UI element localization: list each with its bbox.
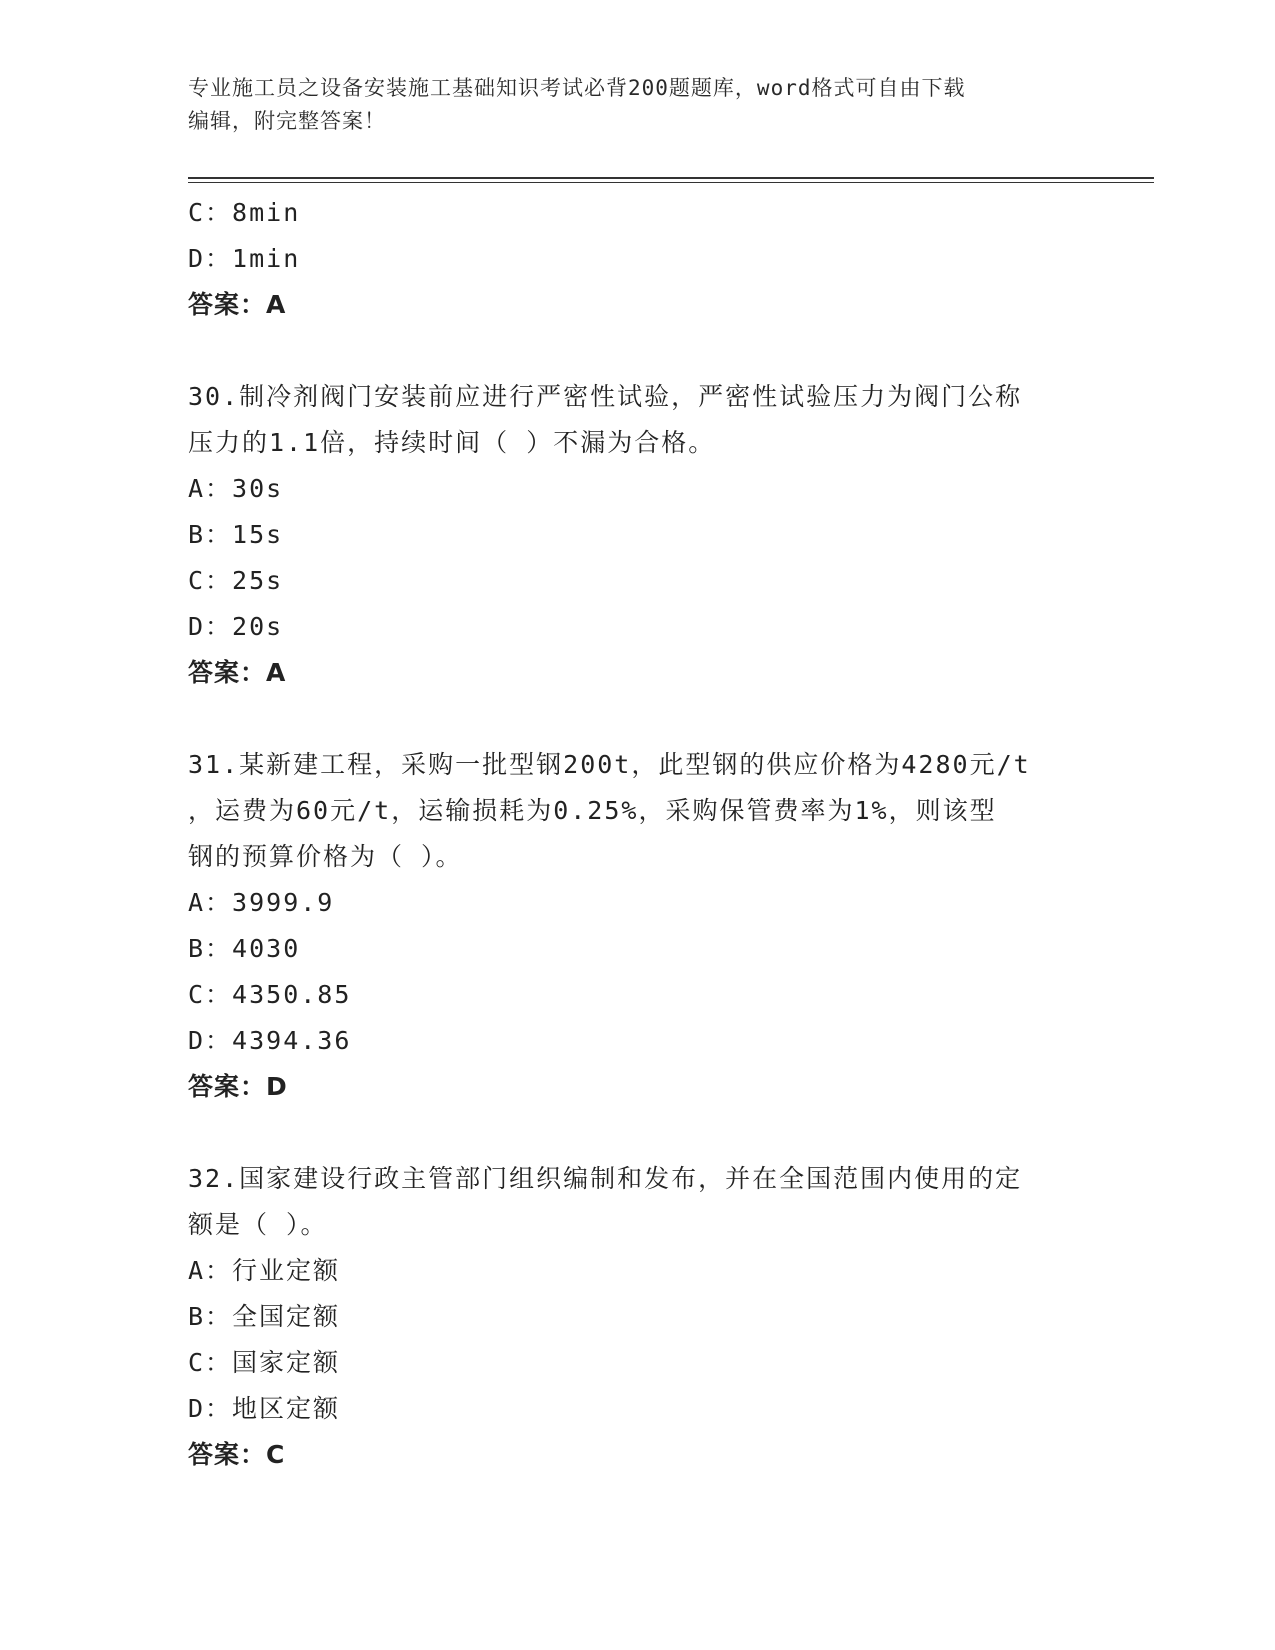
option-d: D：地区定额: [188, 1394, 341, 1423]
question-stem-line: ，运费为60元/t，运输损耗为0.25%，采购保管费率为1%，则该型: [188, 796, 997, 825]
question-31: [188, 742, 1108, 1110]
option-d: D：4394.36: [188, 1026, 352, 1055]
question-30: [188, 374, 1108, 696]
option-b: B：全国定额: [188, 1302, 341, 1331]
option-a: A：行业定额: [188, 1256, 341, 1285]
answer-label: 答案：D: [188, 1072, 288, 1101]
option-c: C：8min: [188, 198, 301, 227]
spacer: [188, 328, 1108, 374]
option-b: B：4030: [188, 934, 301, 963]
question-29: [188, 190, 1108, 328]
question-list: [188, 190, 1108, 1478]
option-c: C：国家定额: [188, 1348, 341, 1377]
question-stem-line: 31.某新建工程，采购一批型钢200t，此型钢的供应价格为4280元/t: [188, 750, 1031, 779]
question-32: [188, 1156, 1108, 1478]
answer-label: 答案：A: [188, 658, 287, 687]
spacer: [188, 696, 1108, 742]
header-title-line-2: 编辑，附完整答案！: [188, 109, 386, 133]
question-stem-line: 30.制冷剂阀门安装前应进行严密性试验，严密性试验压力为阀门公称: [188, 382, 1023, 411]
question-stem-line: 额是（ ）。: [188, 1210, 328, 1239]
option-a: A：3999.9: [188, 888, 335, 917]
spacer: [188, 1110, 1108, 1156]
document-header: [188, 72, 1088, 138]
header-title-line-1: 专业施工员之设备安装施工基础知识考试必背200题题库，word格式可自由下载: [188, 76, 966, 100]
option-d: D：20s: [188, 612, 284, 641]
option-c: C：4350.85: [188, 980, 352, 1009]
header-divider-thick: [188, 177, 1154, 179]
option-b: B：15s: [188, 520, 284, 549]
answer-label: 答案：C: [188, 1440, 286, 1469]
option-d: D：1min: [188, 244, 301, 273]
option-a: A：30s: [188, 474, 284, 503]
header-divider-thin: [188, 182, 1154, 183]
answer-label: 答案：A: [188, 290, 287, 319]
question-stem-line: 钢的预算价格为（ ）。: [188, 842, 463, 871]
question-stem-line: 压力的1.1倍，持续时间（ ）不漏为合格。: [188, 428, 716, 457]
option-c: C：25s: [188, 566, 284, 595]
question-stem-line: 32.国家建设行政主管部门组织编制和发布，并在全国范围内使用的定: [188, 1164, 1023, 1193]
